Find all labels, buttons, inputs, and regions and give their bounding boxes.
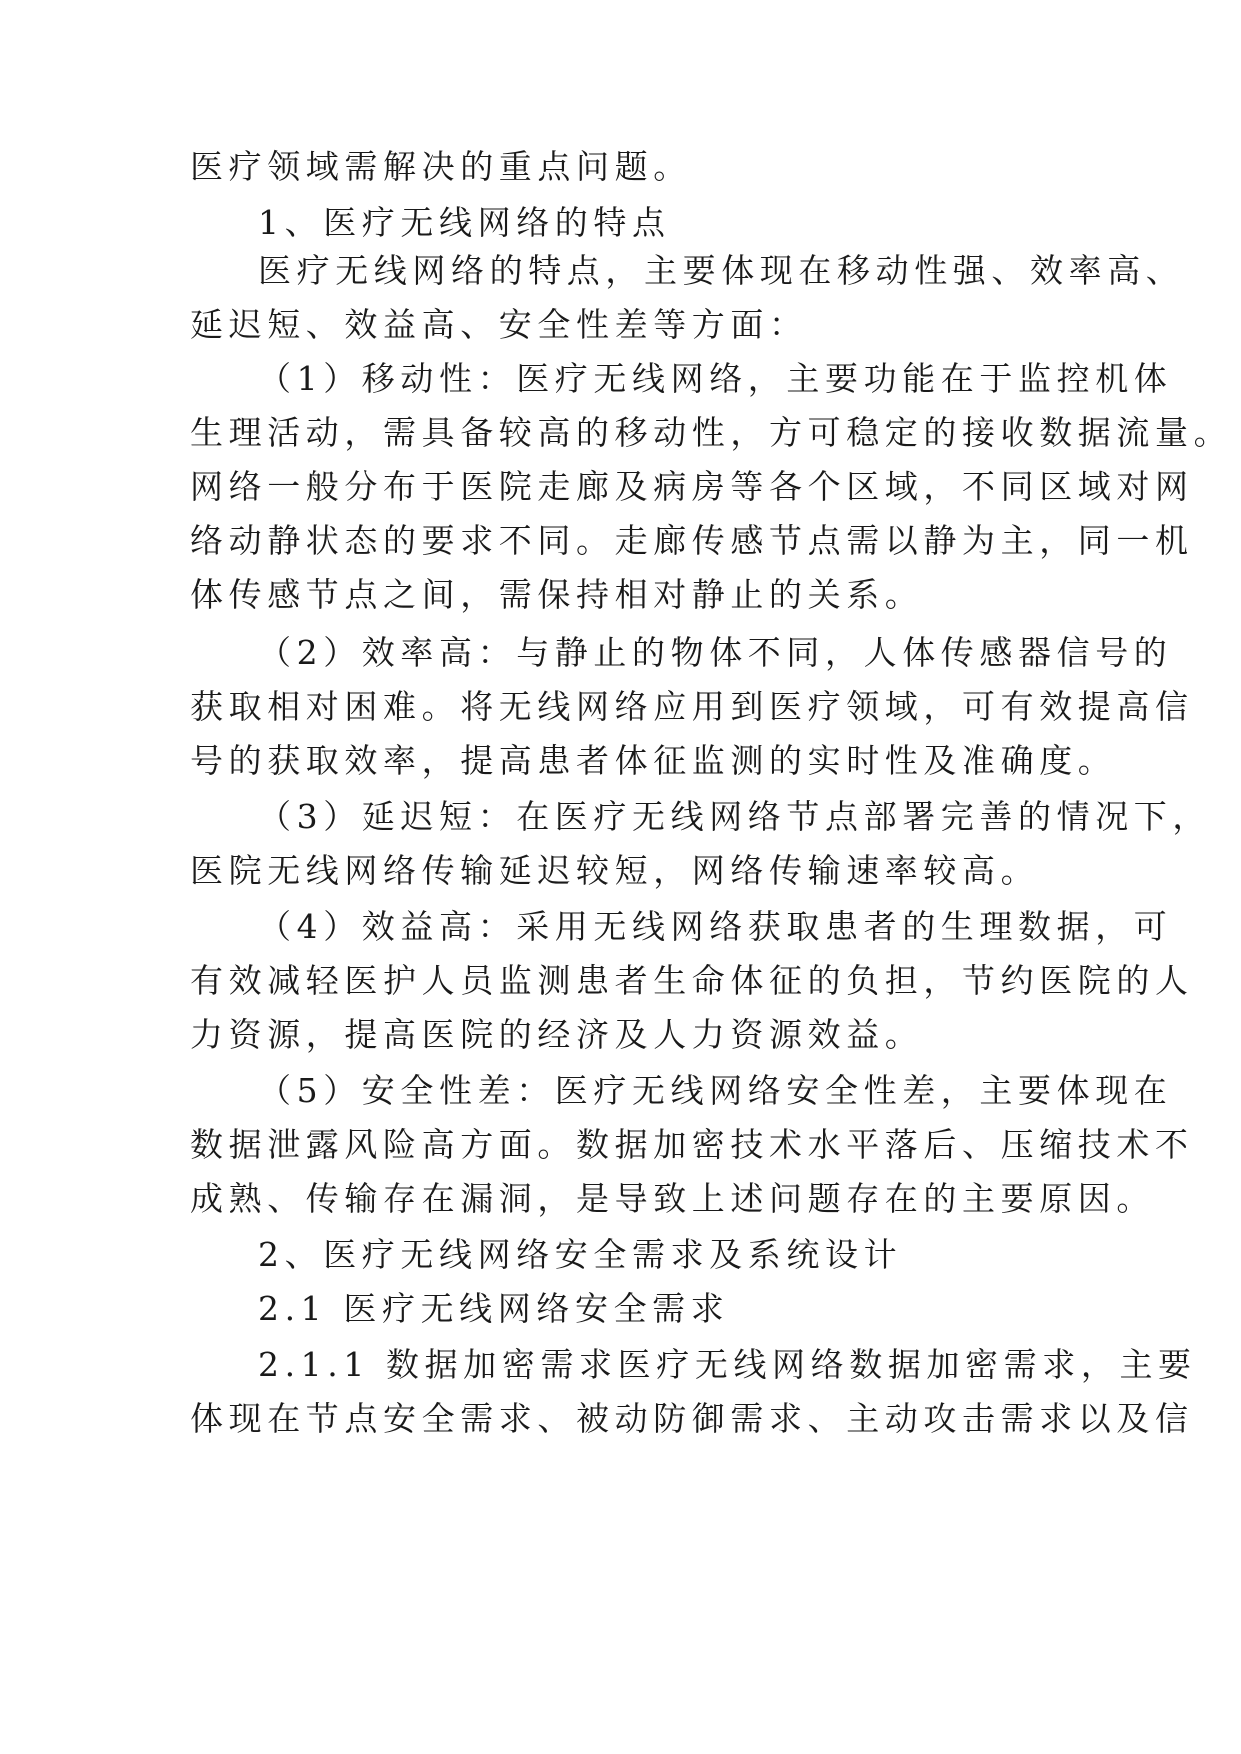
list-item-line: （1）移动性：医疗无线网络，主要功能在于监控机体 [258, 359, 1173, 398]
paragraph-line: 生理活动，需具备较高的移动性，方可稳定的接收数据流量。 [190, 413, 1233, 452]
paragraph-line: 2.1.1 数据加密需求医疗无线网络数据加密需求，主要 [258, 1345, 1197, 1384]
paragraph-line: 获取相对困难。将无线网络应用到医疗领域，可有效提高信 [190, 687, 1194, 726]
paragraph-line: 体现在节点安全需求、被动防御需求、主动攻击需求以及信 [190, 1399, 1194, 1438]
paragraph-line: 络动静状态的要求不同。走廊传感节点需以静为主，同一机 [190, 521, 1194, 560]
paragraph-line: 延迟短、效益高、安全性差等方面： [190, 305, 808, 344]
paragraph-line: 力资源，提高医院的经济及人力资源效益。 [190, 1015, 924, 1054]
paragraph-line: 成熟、传输存在漏洞，是导致上述问题存在的主要原因。 [190, 1179, 1155, 1218]
text-line: 医疗领域需解决的重点问题。 [190, 147, 692, 186]
paragraph-line: 医院无线网络传输延迟较短，网络传输速率较高。 [190, 851, 1040, 890]
list-item-line: （3）延迟短：在医疗无线网络节点部署完善的情况下， [258, 797, 1211, 836]
list-item-line: （5）安全性差：医疗无线网络安全性差，主要体现在 [258, 1071, 1173, 1110]
paragraph-line: 号的获取效率，提高患者体征监测的实时性及准确度。 [190, 741, 1117, 780]
paragraph-line: 有效减轻医护人员监测患者生命体征的负担，节约医院的人 [190, 961, 1194, 1000]
paragraph-line: 网络一般分布于医院走廊及病房等各个区域，不同区域对网 [190, 467, 1194, 506]
paragraph-line: 数据泄露风险高方面。数据加密技术水平落后、压缩技术不 [190, 1125, 1194, 1164]
list-item-line: （4）效益高：采用无线网络获取患者的生理数据，可 [258, 907, 1173, 946]
paragraph-line: 体传感节点之间，需保持相对静止的关系。 [190, 575, 924, 614]
section-heading: 2、医疗无线网络安全需求及系统设计 [258, 1235, 903, 1274]
section-heading: 1、医疗无线网络的特点 [258, 203, 671, 242]
list-item-line: （2）效率高：与静止的物体不同，人体传感器信号的 [258, 633, 1173, 672]
paragraph-line: 医疗无线网络的特点，主要体现在移动性强、效率高、 [258, 251, 1185, 290]
subsection-heading: 2.1 医疗无线网络安全需求 [258, 1289, 730, 1328]
